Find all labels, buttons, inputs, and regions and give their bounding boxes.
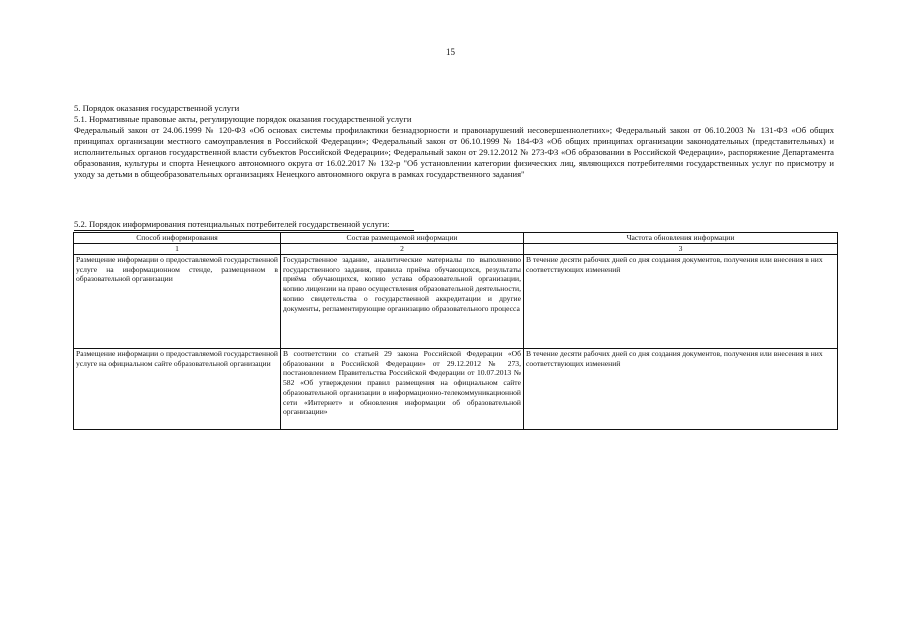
cell-method: Размещение информации о предоставляемой государственной услуге на официальном сайте образовательной организации: [74, 349, 281, 430]
header-content: Состав размещаемой информации: [281, 233, 524, 244]
header-frequency: Частота обновления информации: [524, 233, 838, 244]
section-subheading: 5.1. Нормативные правовые акты, регулирующие порядок оказания государственной услуги: [74, 114, 412, 124]
table-header-row: [74, 233, 838, 244]
cell-frequency: В течение десяти рабочих дней со дня создания документов, получения или внесения в них соответствующих изменений: [524, 255, 838, 349]
table-title-underline: [74, 230, 414, 231]
informing-table: [73, 232, 838, 430]
table-title: 5.2. Порядок информирования потенциальных потребителей государственной услуги:: [74, 219, 390, 229]
table-column-numbers-row: [74, 244, 838, 255]
section-heading: 5. Порядок оказания государственной услуги: [74, 103, 240, 113]
column-number: 2: [281, 244, 524, 255]
cell-content: В соответствии со статьей 29 закона Российской Федерации «Об образовании в Российской Федерации» от 29.12.2012 № 273, постановлением Правительства Российской Федерации от 10.07.2013 № 582 «Об утверждении правил размещения на официальном сайте образовательной организации в информационно-телекоммуникационной сети «Интернет» и обновления информации об образовательной организации»: [281, 349, 524, 430]
cell-frequency: В течение десяти рабочих дней со дня создания документов, получения или внесения в них соответствующих изменений: [524, 349, 838, 430]
table-row: [74, 255, 838, 349]
legal-acts-list: Федеральный закон от 24.06.1999 № 120-ФЗ «Об основах системы профилактики безнадзорности и правонарушений несовершеннолетних»; Федеральный закон от 06.10.2003 № 131-ФЗ «Об общих принципах организации местного самоуправления в Российской Федерации»; Федеральный закон от 06.10.1999 № 184-ФЗ «Об общих принципах организации законодательных (представительных) и исполнительных органов государственной власти субъектов Российской Федерации»; Федеральный закон от 29.12.2012 № 273-ФЗ «Об образовании в Российской Федерации», распоряжение Департамента образования, культуры и спорта Ненецкого автономного округа от 16.02.2017 № 132-р "Об установлении категории физических лиц, являющихся потребителями государственных услуг по присмотру и уходу за детьми в общеобразовательных организациях Ненецкого автономного округа в рамках государственного задания": [74, 125, 834, 179]
cell-method: Размещение информации о предоставляемой государственной услуге на информационном стенде, размещенном в образовательной организации: [74, 255, 281, 349]
table-row: [74, 349, 838, 430]
section-text-block: [74, 103, 834, 180]
column-number: 1: [74, 244, 281, 255]
header-method: Способ информирования: [74, 233, 281, 244]
column-number: 3: [524, 244, 838, 255]
page-number: 15: [446, 47, 455, 57]
cell-content: Государственное задание, аналитические материалы по выполнению государственного задания, правила приёма обучающихся, результаты приёма обучающихся, копию устава образовательной организации, копию лицензии на право осуществления образовательной деятельности, копию свидетельства о государственной аккредитации и другие документы, регламентирующие организацию образовательного процесса: [281, 255, 524, 349]
